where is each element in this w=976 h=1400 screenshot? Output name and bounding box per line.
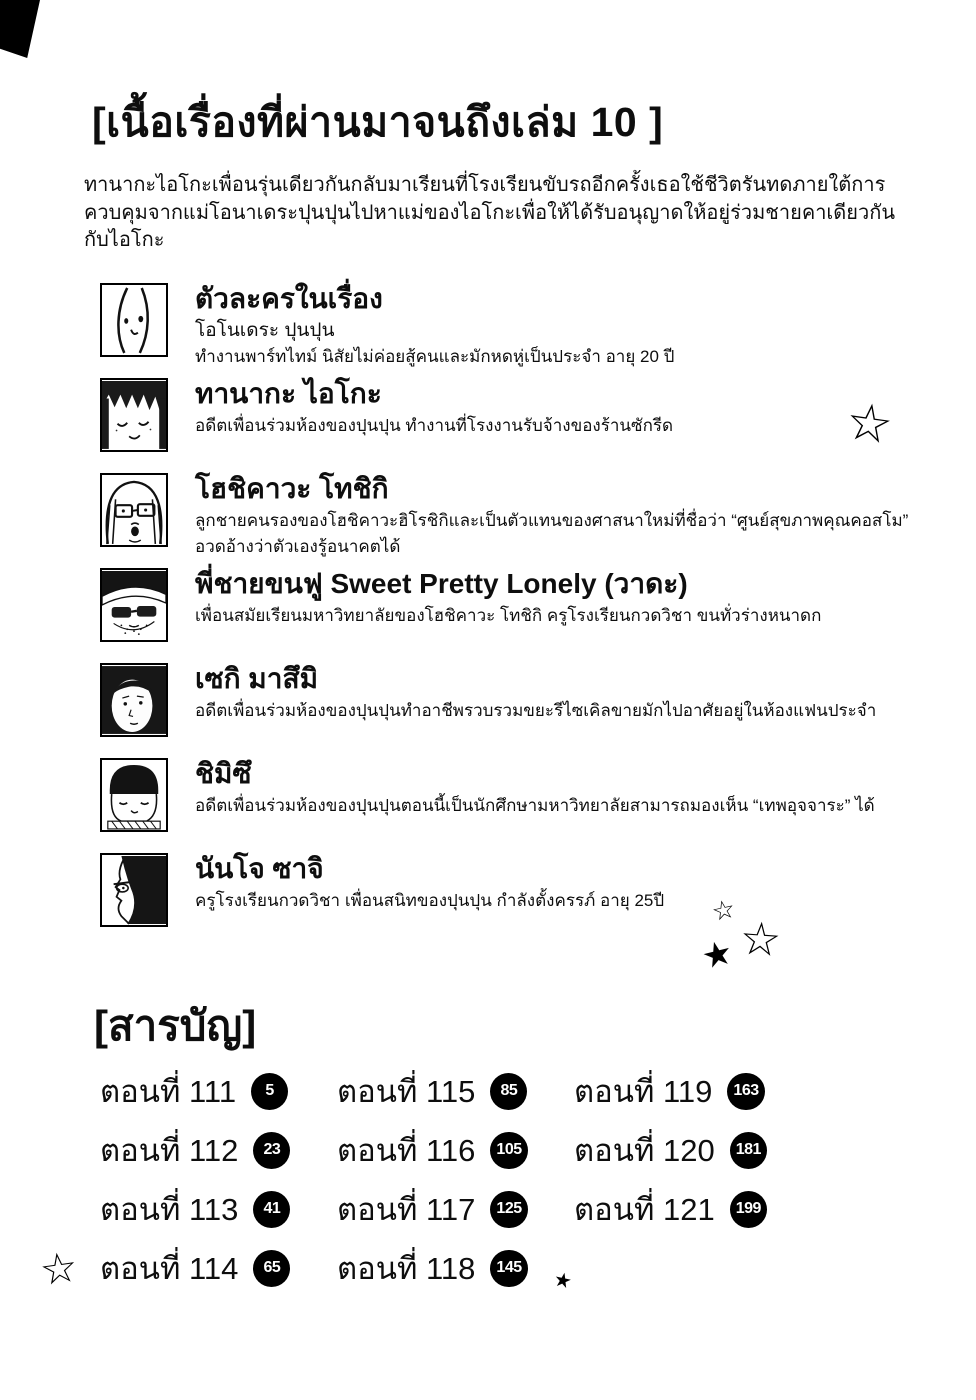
character-entry-sachi: [100, 853, 910, 927]
character-entry-punpun: [100, 283, 910, 366]
chapter-label: ตอนที่ 112: [100, 1133, 239, 1168]
page-title: [เนื้อเรื่องที่ผ่านมาจนถึงเล่ม 10 ]: [92, 99, 664, 145]
toc-entry: [337, 1129, 574, 1171]
characters-section-heading: ตัวละครในเรื่อง: [195, 283, 383, 314]
page-number-badge: 181: [730, 1132, 767, 1169]
character-entry-wada: [100, 568, 910, 642]
aiko-portrait-icon: [100, 378, 168, 452]
character-entry-toshiki: [100, 473, 910, 556]
intro-line: กับไอโกะ: [84, 229, 165, 252]
character-name: โฮชิคาวะ โทชิกิ: [195, 473, 389, 504]
page-number-badge: 41: [253, 1191, 290, 1228]
intro-line: ควบคุมจากแม่โอนาเดระปุนปุนไปหาแม่ของไอโกะเพื่อให้ได้รับอนุญาดให้อยู่ร่วมชายคาเดียวกัน: [84, 201, 895, 224]
masumi-portrait-icon: [100, 663, 168, 737]
toc-title: [สารบัญ]: [94, 1002, 257, 1049]
page-number-badge: 163: [727, 1073, 764, 1110]
character-desc: ลูกชายคนรองของโฮชิคาวะฮิโรชิกิและเป็นตัวแทนของศาสนาใหม่ที่ชื่อว่า “ศูนย์สุขภาพคุณคอสโม” อวดอ้างว่าตัวเองรู้อนาคตได้: [195, 511, 909, 556]
chapter-label: ตอนที่ 114: [100, 1251, 239, 1286]
page-number-badge: 23: [253, 1132, 290, 1169]
page-number-badge: 65: [253, 1250, 290, 1287]
character-desc: ครูโรงเรียนกวดวิชา เพื่อนสนิทของปุนปุน กำลังตั้งครรภ์ อายุ 25ปี: [195, 891, 665, 911]
page-number-badge: 5: [251, 1073, 288, 1110]
page-number-badge: 85: [490, 1073, 527, 1110]
chapter-label: ตอนที่ 113: [100, 1192, 239, 1227]
character-desc: อดีตเพื่อนร่วมห้องของปุนปุน ทำงานที่โรงงานรับจ้างของร้านซักรีด: [195, 416, 674, 436]
page-number-badge: 105: [490, 1132, 527, 1169]
toc-entry: [100, 1070, 337, 1112]
toshiki-portrait-icon: [100, 473, 168, 547]
character-list: [100, 283, 910, 948]
character-desc: ทำงานพาร์ทไทม์ นิสัยไม่ค่อยสู้คนและมักหดหู่เป็นประจำ อายุ 20 ปี: [195, 346, 675, 366]
character-name: เซกิ มาสึมิ: [195, 663, 319, 694]
scan-artifact: [0, 0, 40, 58]
chapter-label: ตอนที่ 121: [574, 1192, 715, 1227]
wada-portrait-icon: [100, 568, 168, 642]
toc-entry: [574, 1070, 811, 1112]
shimizu-portrait-icon: [100, 758, 168, 832]
toc-entry: [337, 1247, 575, 1294]
star-outline-icon: ☆: [842, 391, 897, 457]
toc-entry: [337, 1070, 574, 1112]
character-name: นันโจ ซาจิ: [195, 853, 324, 884]
toc-entry: [100, 1129, 337, 1171]
chapter-label: ตอนที่ 111: [100, 1074, 237, 1109]
toc-grid: [100, 1070, 811, 1294]
toc-entry: [574, 1188, 811, 1230]
page-number-badge: 145: [490, 1250, 527, 1287]
toc-entry: [337, 1188, 574, 1230]
character-name: ทานากะ ไอโกะ: [195, 378, 382, 409]
star-filled-icon: ★: [551, 1266, 575, 1294]
star-filled-icon: ★: [697, 931, 737, 979]
character-entry-aiko: [100, 378, 910, 457]
character-name: โอโนเดระ ปุนปุน: [195, 320, 335, 342]
toc-entry: [100, 1188, 337, 1230]
character-name: ชิมิซึ: [195, 758, 252, 789]
toc-entry: [100, 1247, 337, 1289]
page-number-badge: 125: [490, 1191, 527, 1228]
punpun-portrait-icon: [100, 283, 168, 357]
character-entry-masumi: [100, 663, 910, 737]
page-number-badge: 199: [730, 1191, 767, 1228]
chapter-label: ตอนที่ 116: [337, 1133, 476, 1168]
toc-entry: [574, 1129, 811, 1171]
character-entry-shimizu: [100, 758, 910, 832]
star-outline-icon: ☆: [36, 1241, 81, 1296]
sachi-portrait-icon: [100, 853, 168, 927]
chapter-label: ตอนที่ 115: [337, 1074, 476, 1109]
character-name: พี่ชายขนฟู Sweet Pretty Lonely (วาดะ): [195, 568, 688, 599]
chapter-label: ตอนที่ 120: [574, 1133, 715, 1168]
chapter-label: ตอนที่ 119: [574, 1074, 713, 1109]
character-desc: อดีตเพื่อนร่วมห้องของปุนปุนตอนนี้เป็นนักศึกษามหาวิทยาลัยสามารถมองเห็น “เทพอุจจาระ” ได้: [195, 796, 875, 816]
chapter-label: ตอนที่ 118: [337, 1251, 476, 1286]
intro-paragraph: [84, 172, 924, 255]
intro-line: ทานากะไอโกะเพื่อนรุ่นเดียวกันกลับมาเรียนที่โรงเรียนขับรถอีกครั้งเธอใช้ชีวิตรันทดภายใต้การ: [84, 174, 886, 196]
character-desc: อดีตเพื่อนร่วมห้องของปุนปุนทำอาชีพรวบรวมขยะรีไซเคิลขายมักไปอาศัยอยู่ในห้องแฟนประจำ: [195, 701, 877, 721]
character-desc: เพื่อนสมัยเรียนมหาวิทยาลัยของโฮชิคาวะ โทชิกิ ครูโรงเรียนกวดวิชา ขนทั่วร่างหนาดก: [195, 606, 822, 626]
star-outline-icon: ☆: [709, 893, 739, 929]
chapter-label: ตอนที่ 117: [337, 1192, 476, 1227]
star-outline-icon: ☆: [738, 910, 784, 968]
